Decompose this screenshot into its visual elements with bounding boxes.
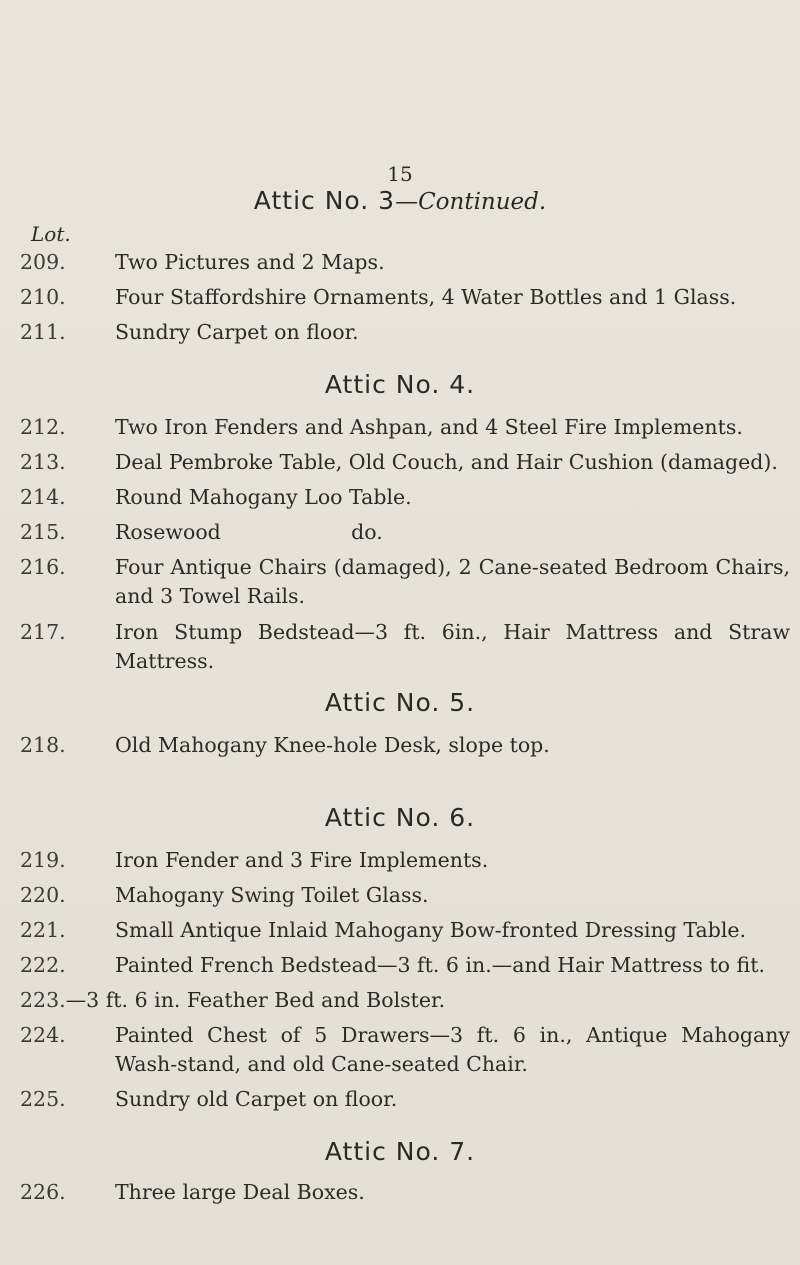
lot-number: 210. <box>20 285 66 309</box>
page-number: 15 <box>387 162 413 186</box>
lot-item <box>20 951 790 980</box>
lot-number: 225. <box>20 1087 66 1111</box>
lot-description: Iron Fender and 3 Fire Implements. <box>115 848 489 872</box>
lot-number: 221. <box>20 918 66 942</box>
lot-item <box>20 483 790 512</box>
lot-number: 222. <box>20 953 66 977</box>
lot-description: Old Mahogany Knee-hole Desk, slope top. <box>115 733 550 757</box>
heading-text: Attic No. 3 <box>253 186 396 215</box>
lot-number: 217. <box>20 620 66 644</box>
section-heading-attic-6: Attic No. 6. <box>324 803 476 832</box>
lot-column-label: Lot. <box>31 222 71 246</box>
lot-item <box>20 618 790 676</box>
lot-number: 224. <box>20 1023 66 1047</box>
lot-description: —3 ft. 6 in. Feather Bed and Bolster. <box>65 988 446 1012</box>
lot-description: Deal Pembroke Table, Old Couch, and Hair Cushion (damaged). <box>115 450 778 474</box>
lot-number: 215. <box>20 520 66 544</box>
lot-description: Two Iron Fenders and Ashpan, and 4 Steel Fire Implements. <box>115 415 743 439</box>
lot-item <box>20 846 790 875</box>
lot-description: Painted French Bedstead—3 ft. 6 in.—and Hair Mattress to fit. <box>115 953 765 977</box>
lot-item <box>20 248 790 277</box>
lot-item <box>20 1178 790 1207</box>
lot-description: Rosewood do. <box>115 520 383 544</box>
lot-number: 214. <box>20 485 66 509</box>
lot-item <box>20 731 790 760</box>
lot-number: 219. <box>20 848 66 872</box>
lot-item <box>20 318 790 347</box>
lot-item <box>20 986 790 1015</box>
lot-item <box>20 916 790 945</box>
section-heading-attic-5: Attic No. 5. <box>324 688 476 717</box>
lot-item <box>20 518 790 547</box>
section-heading-attic-3 <box>0 186 800 215</box>
lot-description: Four Antique Chairs (damaged), 2 Cane-seated Bedroom Chairs, and 3 Towel Rails. <box>115 555 790 608</box>
lot-number: 213. <box>20 450 66 474</box>
lot-number: 211. <box>20 320 66 344</box>
lot-item <box>20 448 790 477</box>
heading-continued: —Continued. <box>395 189 547 215</box>
lot-description: Two Pictures and 2 Maps. <box>115 250 385 274</box>
section-heading-attic-4: Attic No. 4. <box>324 370 476 399</box>
lot-item <box>20 881 790 910</box>
lot-item <box>20 283 790 312</box>
section-heading-attic-7: Attic No. 7. <box>324 1137 476 1166</box>
lot-item <box>20 1021 790 1079</box>
lot-number: 220. <box>20 883 66 907</box>
lot-item <box>20 1085 790 1114</box>
lot-number: 226. <box>20 1180 66 1204</box>
lot-item <box>20 553 790 611</box>
lot-description: Round Mahogany Loo Table. <box>115 485 412 509</box>
lot-description: Iron Stump Bedstead—3 ft. 6in., Hair Mattress and Straw Mattress. <box>115 620 790 673</box>
lot-number: 212. <box>20 415 66 439</box>
lot-description: Sundry Carpet on floor. <box>115 320 359 344</box>
lot-item <box>20 413 790 442</box>
lot-description: Three large Deal Boxes. <box>115 1180 365 1204</box>
lot-number: 216. <box>20 555 66 579</box>
lot-description: Painted Chest of 5 Drawers—3 ft. 6 in., Antique Mahogany Wash-stand, and old Cane-seated Chair. <box>115 1023 790 1076</box>
lot-description: Four Staffordshire Ornaments, 4 Water Bottles and 1 Glass. <box>115 285 737 309</box>
lot-number: 209. <box>20 250 66 274</box>
lot-description: Mahogany Swing Toilet Glass. <box>115 883 429 907</box>
lot-description: Small Antique Inlaid Mahogany Bow-fronted Dressing Table. <box>115 918 747 942</box>
lot-description: Sundry old Carpet on floor. <box>115 1087 398 1111</box>
lot-number: 223. <box>20 988 66 1012</box>
lot-number: 218. <box>20 733 66 757</box>
